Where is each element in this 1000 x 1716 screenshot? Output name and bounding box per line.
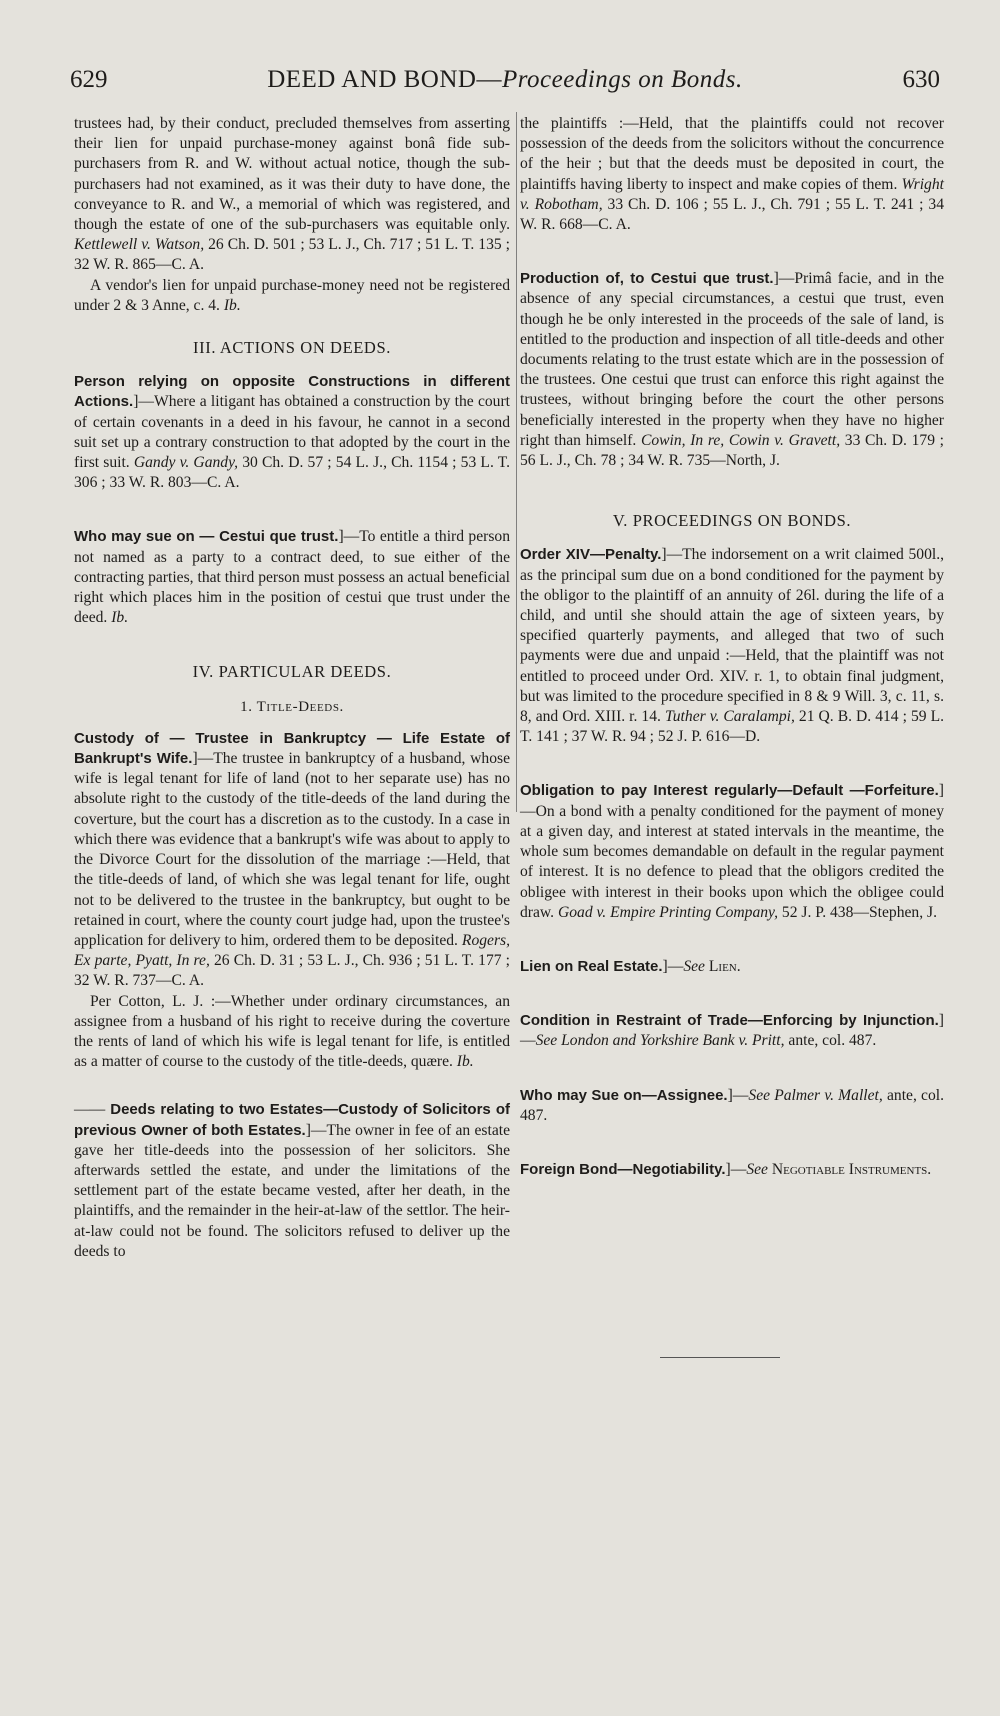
text: ]— [662,957,684,975]
running-title-italic: Proceedings on Bonds. [501,66,743,93]
paragraph [74,114,510,276]
paragraph-heading: Custody of — Trustee in Bankruptcy — Life Estate of Bankrupt's Wife. [74,729,510,768]
paragraph [74,276,510,316]
page-number-right: 630 [902,66,940,93]
right-column [520,114,944,1180]
case-citation: Goad v. Empire Printing Company, [557,903,778,921]
text: 26 Ch. D. 31 ; 53 L. J., Ch. 936 ; 51 L. T. 177 ; 32 W. R. 737—C. A. [74,952,510,990]
text: A vendor's lien for unpaid purchase-money need not be registered under 2 & 3 Anne, c. 4. [74,276,510,314]
text: the plaintiffs :—Held, that the plaintiffs could not recover possession of the deeds from the solicitors without the concurrence of the heir ; but that the deeds must be deposited in court, the plaintiffs having liberty to inspect and make copies of them. [520,115,944,193]
paragraph-heading: Condition in Restraint of Trade—Enforcing by Injunction. [520,1012,939,1030]
paragraph [520,781,944,922]
paragraph [74,1100,510,1262]
subsection-heading: 1. Title-Deeds. [240,698,344,715]
paragraph [520,114,944,235]
paragraph-heading: Who may Sue on—Assignee. [520,1086,728,1104]
paragraph-heading: Order XIV—Penalty. [520,546,662,564]
column-divider [516,112,517,812]
case-citation: Cowin, In re, Cowin v. Gravett, [640,431,841,449]
paragraph-heading: Lien on Real Estate. [520,957,663,975]
section-heading: V. PROCEEDINGS ON BONDS. [612,511,852,531]
text: ]—The indorsement on a writ claimed 500l., as the principal sum due on a bond conditioned for the payment by the obligor to the plaintiff of an annuity of 26l. during the life of a child, and until she should attain the age of sixteen years, by specified quarterly payments, and alleged that two of such payments were due and unpaid :—Held, that the plaintiff was not entitled to proceed under Ord. XIV. r. 1, to obtain final judgment, but was limited to the procedure specified in 8 & 9 Will. 3, c. 11, s. 8, and Ord. XIII. r. 14. [520,546,944,726]
section-heading: III. ACTIONS ON DEEDS. [193,338,391,358]
case-citation: Rogers, Ex parte, Pyatt, In re, [74,931,510,970]
ibid: Ib. [456,1053,474,1071]
cross-reference: Negotiable Instruments. [767,1160,932,1178]
see-reference: See [746,1160,768,1178]
cross-reference: Lien. [704,957,741,975]
paragraph [520,1086,944,1126]
case-citation: Gandy v. Gandy, [133,454,239,472]
ibid: Ib. [223,296,241,314]
paragraph [520,1011,944,1051]
text: ]— [725,1160,747,1178]
text: ]—The owner in fee of an estate gave her title-deeds into the possession of her solicitors. She afterwards settled the estate, and under the limitations of the settlement part of the estate became vested, after her death, in the plaintiffs, and the remainder in the heir-at-law of the settlor. The heir-at-law could not be found. The solicitors refused to deliver up the deeds to [74,1121,510,1260]
text: ante, col. 487. [520,1086,944,1124]
text: 33 Ch. D. 179 ; 56 L. J., Ch. 78 ; 34 W. R. 735—North, J. [520,431,944,470]
text: Per Cotton, L. J. :—Whether under ordinary circumstances, an assignee from a husband of his right to receive during the coverture the rents of land of which his wife is legal tenant for life, is entitled as a matter of course to the custody of the title-deeds, quære. [74,992,510,1071]
paragraph-heading: Who may sue on — Cestui que trust. [74,528,339,546]
text: 26 Ch. D. 501 ; 53 L. J., Ch. 717 ; 51 L. T. 135 ; 32 W. R. 865—C. A. [74,236,510,274]
text: ]—Where a litigant has obtained a construction by the court of certain covenants in a deed in his favour, he cannot in a second suit set up a contrary construction to that adopted by the court in the first suit. [74,393,510,472]
paragraph-heading: Person relying on opposite Constructions in different Actions. [74,373,510,411]
paragraph [74,992,510,1073]
text: 21 Q. B. D. 414 ; 59 L. T. 141 ; 37 W. R. 94 ; 52 J. P. 616—D. [520,708,944,746]
paragraph [74,527,510,628]
case-citation: Kettlewell v. Watson, [74,236,205,254]
running-title [70,66,940,94]
paragraph-heading: Foreign Bond—Negotiability. [520,1160,726,1178]
text: ]—Primâ facie, and in the absence of any special circumstances, a cestui que trust, even though he be only interested in the proceeds of the sale of land, is entitled to the production and inspection of all title-deeds and other documents relating to the trust estate which are in the possession of the trustees. One cestui que trust can enforce this right against the trustees, without bringing before the court the other persons beneficially interested in the property when they have no higher right than himself. [520,270,944,449]
paragraph [520,269,944,471]
text: 30 Ch. D. 57 ; 54 L. J., Ch. 1154 ; 53 L. T. 306 ; 33 W. R. 803—C. A. [74,454,510,492]
see-reference: See [683,957,705,975]
text: 52 J. P. 438—Stephen, J. [778,903,937,921]
text: trustees had, by their conduct, precluded themselves from asserting their lien for unpaid purchase-money against bonâ fide sub-purchasers from R. and W. without actual notice, though the sub-purchasers had not examined, as it was their duty to have done, the conveyance to R. and W., a memorial of which was registered, and though the estate of one of the sub-purchasers was equitable only. [74,115,510,234]
paragraph [74,372,510,493]
text: ]— [520,1012,944,1050]
left-column [74,114,510,1262]
paragraph [520,1160,944,1180]
text: ]—The trustee in bankruptcy of a husband, whose wife is legal tenant for life of land (not to her separate use) has no absolute right to the custody of the title-deeds of the land during the coverture, but the court has a discretion as to the custody. In a case in which there was evidence that a bankrupt's wife was about to apply to the Divorce Court for the dissolution of the marriage :—Held, that the title-deeds of land, of which she was legal tenant for life, ought not to be delivered to the trustee in the bankruptcy, but ought to be retained in court, where the county court judge had, upon the trustee's application for delivery to him, ordered them to be deposited. [74,750,510,949]
case-citation: Wright v. Robotham, [520,175,944,213]
text: ]— [727,1086,749,1104]
paragraph-heading: Deeds relating to two Estates—Custody of Solicitors of previous Owner of both Estates. [74,1101,510,1139]
section-heading: IV. PARTICULAR DEEDS. [192,662,392,682]
running-title-main: DEED AND BOND— [267,66,502,93]
case-citation: See Palmer v. Mallet, [748,1086,883,1104]
end-rule [660,1357,780,1358]
text: ante, col. 487. [784,1032,877,1050]
paragraph-heading: Production of, to Cestui que trust. [520,270,774,288]
ibid: Ib. [111,609,129,627]
text: ]—On a bond with a penalty conditioned for the payment of money at a given day, and interest at stated intervals in the meantime, the whole sum becomes demandable on default in the regular payment of interest. It is no defence to plead that the obligors credited the obligee with interest in their books upon which the obligee could draw. [520,782,944,921]
case-citation: See London and Yorkshire Bank v. Pritt, [535,1032,785,1050]
case-citation: Tuther v. Caralampi, [664,708,795,726]
page-number-left: 629 [70,66,108,93]
paragraph-heading: Obligation to pay Interest regularly—Default —Forfeiture. [520,782,939,800]
paragraph [520,545,944,747]
paragraph [520,957,944,977]
dash: —— [74,1101,106,1119]
paragraph [74,729,510,992]
text: ]—To entitle a third person not named as a party to a contract deed, to sue either of the contracting parties, that third person must possess an actual beneficial right which places him in the position of cestui que trust under the deed. [74,528,511,627]
text: 33 Ch. D. 106 ; 55 L. J., Ch. 791 ; 55 L. T. 241 ; 34 W. R. 668—C. A. [520,195,944,234]
page-header [70,66,940,106]
